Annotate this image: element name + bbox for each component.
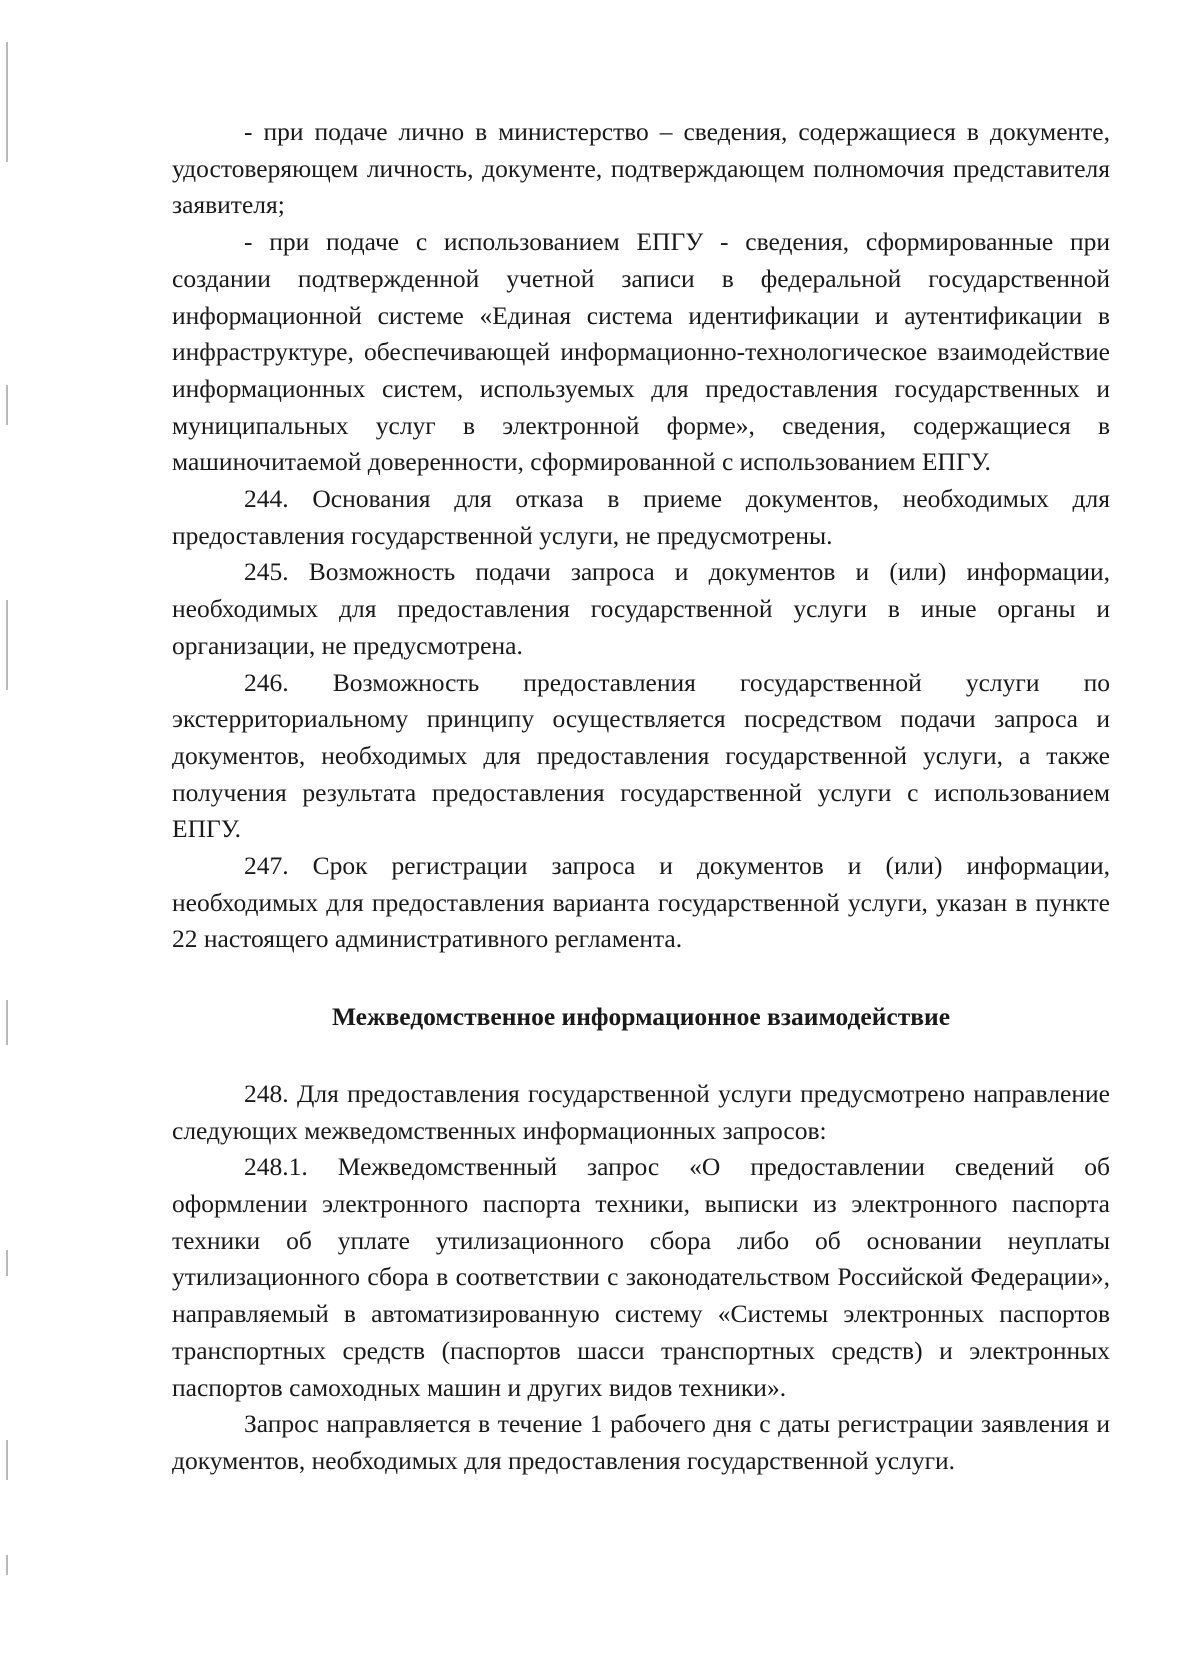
- section-heading: Межведомственное информационное взаимодействие: [331, 1002, 951, 1032]
- scan-mark: [6, 1555, 8, 1575]
- paragraph-244: 244. Основания для отказа в приеме документов, необходимых для предоставления государственной услуги, не предусмотрены.: [172, 484, 1110, 550]
- paragraph-248-1: 248.1. Межведомственный запрос «О предоставлении сведений об оформлении электронного паспорта техники, выписки из электронного паспорта техники об уплате утилизационного сбора либо об основании неуплаты утилизационного сбора в соответствии с законодательством Российской Федерации», направляемый в автоматизированную систему «Системы электронных паспортов транспортных средств (паспортов шасси транспортных средств) и электронных паспортов самоходных машин и других видов техники».: [172, 1152, 1110, 1402]
- scan-mark: [6, 42, 8, 162]
- paragraph-epgu: - при подаче с использованием ЕПГУ - сведения, сформированные при создании подтвержденной учетной записи в федеральной государственной информационной системе «Единая система идентификации и аутентификации в инфраструктуре, обеспечивающей информационно-технологическое взаимодействие информационных систем, используемых для предоставления государственных и муниципальных услуг в электронной форме», сведения, содержащиеся в машиночитаемой доверенности, сформированной с использованием ЕПГУ.: [172, 227, 1110, 477]
- paragraph-request-deadline: Запрос направляется в течение 1 рабочего дня с даты регистрации заявления и документов, необходимых для предоставления государственной услуги.: [172, 1409, 1110, 1475]
- paragraph-245: 245. Возможность подачи запроса и документов и (или) информации, необходимых для предоставления государственной услуги в иные органы и организации, не предусмотрена.: [172, 557, 1110, 660]
- scan-mark: [6, 1440, 8, 1480]
- scan-mark: [6, 1250, 8, 1276]
- scan-mark: [6, 1000, 8, 1045]
- paragraph-248: 248. Для предоставления государственной услуги предусмотрено направление следующих межведомственных информационных запросов:: [172, 1078, 1110, 1145]
- scan-mark: [6, 600, 8, 690]
- scan-mark: [6, 385, 8, 425]
- paragraph-247: 247. Срок регистрации запроса и документов и (или) информации, необходимых для предоставления варианта государственной услуги, указан в пункте 22 настоящего административного регламента.: [172, 851, 1110, 954]
- document-page: [172, 114, 1110, 1480]
- paragraph-246: 246. Возможность предоставления государственной услуги по экстерриториальному принципу осуществляется посредством подачи запроса и документов, необходимых для предоставления государственной услуги, а также получения результата предоставления государственной услуги с использованием ЕПГУ.: [172, 667, 1110, 844]
- paragraph-in-person: - при подаче лично в министерство – сведения, содержащиеся в документе, удостоверяющем личность, документе, подтверждающем полномочия представителя заявителя;: [172, 117, 1110, 220]
